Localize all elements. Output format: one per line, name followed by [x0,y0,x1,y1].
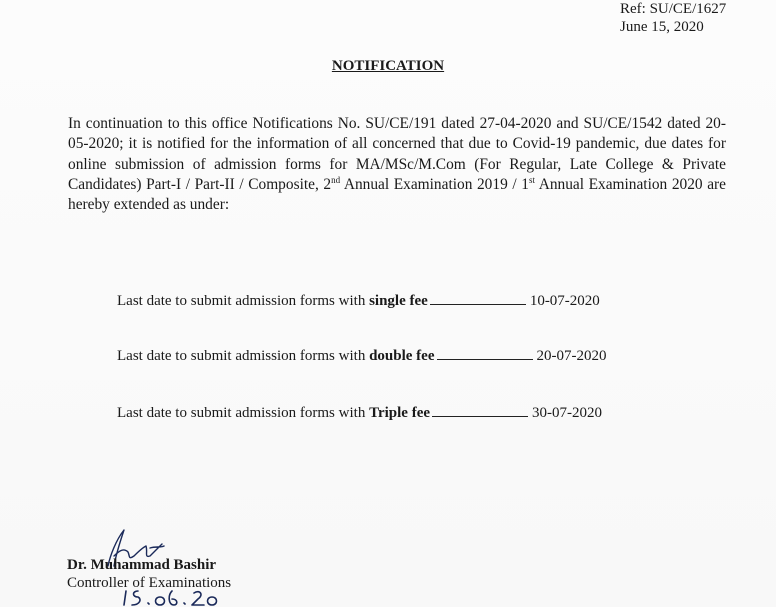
deadline-fee: Triple fee [369,405,431,421]
deadline-blank-line [430,303,526,305]
deadline-label: Last date to submit admission forms with [117,348,370,364]
notification-body [68,114,726,215]
deadline-date: 10-07-2020 [529,293,600,309]
deadline-row-single [117,293,600,310]
reference-number: Ref: SU/CE/1627 [620,1,727,17]
body-text-part2: Annual Examination 2019 / 1 [340,175,529,193]
deadline-row-double [117,348,607,365]
body-superscript-st: st [528,174,535,185]
deadline-label: Last date to submit admission forms with [117,405,370,421]
handwritten-date [120,587,230,607]
signatory-name: Dr. Muhammad Bashir [67,557,217,573]
deadline-date: 30-07-2020 [532,405,603,421]
reference-block [620,0,726,36]
deadline-label: Last date to submit admission forms with [117,293,370,309]
deadline-date: 20-07-2020 [536,348,607,364]
signatory-designation: Controller of Examinations [67,575,232,591]
deadline-blank-line [437,358,533,360]
reference-date: June 15, 2020 [620,19,704,35]
body-text-part3: Annual Examination 2020 are hereby extended as under: [68,175,727,214]
body-superscript-nd: nd [331,174,341,185]
notification-title: NOTIFICATION [331,58,445,74]
deadline-fee: double fee [369,348,435,364]
deadline-blank-line [432,415,528,417]
body-text-part1: In continuation to this office Notifications No. SU/CE/191 dated 27-04-2020 and SU/CE/1542 dated 20-05-2020; it is notified for the information of all concerned that due to Covid-19 pandemic, due dates for online submission of admission forms for MA/MSc/M.Com (For Regular, Late College & Private Candidates) Part-I / Part-II / Composite, 2 [68,115,726,193]
deadline-row-triple [117,405,602,422]
deadline-fee: single fee [369,293,428,309]
